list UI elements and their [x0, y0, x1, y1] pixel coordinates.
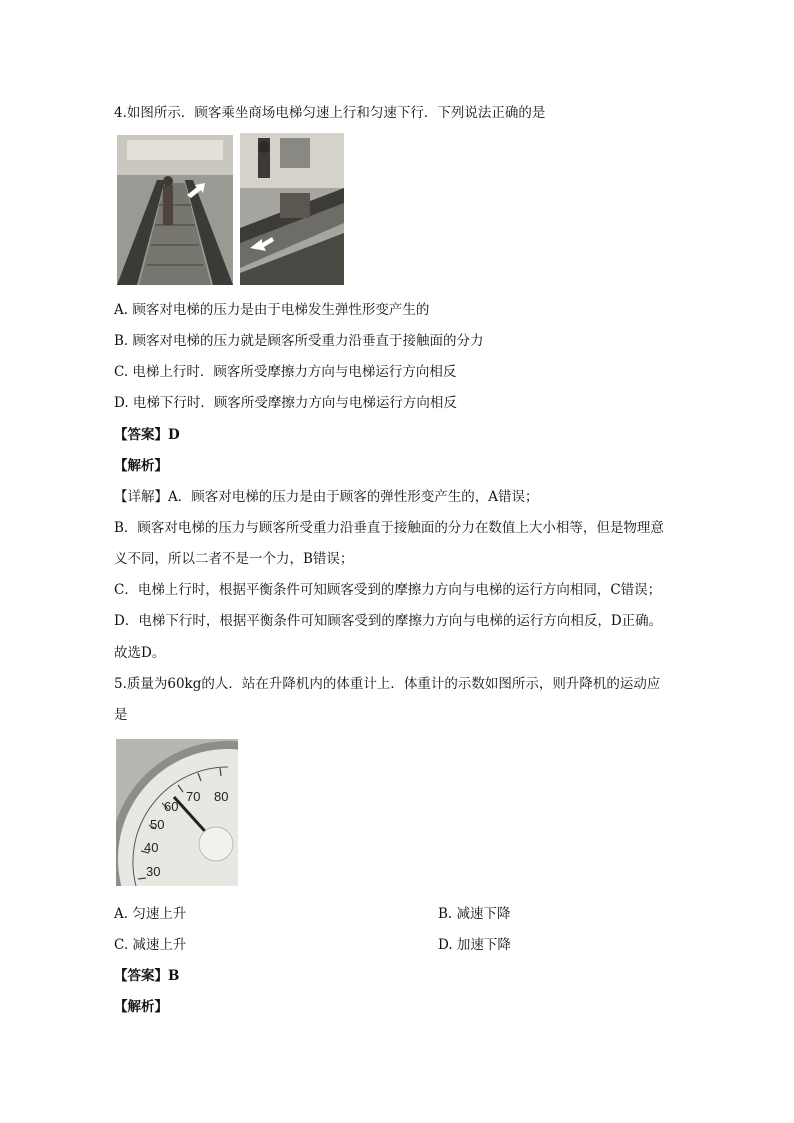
q5-option-b: B. 减速下降 — [438, 906, 511, 922]
scale-dial-photo — [116, 739, 238, 886]
q4-detail-line-6: 故选D。 — [114, 645, 166, 661]
scale-needle-hub — [199, 827, 233, 861]
scale-tick-40: 40 — [144, 840, 159, 855]
q5-option-a: A. 匀速上升 — [114, 906, 187, 922]
q5-stem-line-2: 是 — [114, 707, 128, 723]
q4-stem: 4.如图所示．顾客乘坐商场电梯匀速上行和匀速下行．下列说法正确的是 — [114, 105, 546, 121]
q4-analysis-label: 【解析】 — [114, 458, 168, 474]
q5-stem-line-1: 5.质量为60kg的人．站在升降机内的体重计上．体重计的示数如图所示，则升降机的运动应 — [114, 676, 661, 692]
q4-detail-line-3: 义不同，所以二者不是一个力，B错误； — [114, 551, 354, 567]
q4-detail-line-4: C．电梯上行时，根据平衡条件可知顾客受到的摩擦力方向与电梯的运行方向相同，C错误； — [114, 582, 662, 598]
escalator-up-photo — [117, 135, 233, 285]
q4-option-a: A. 顾客对电梯的压力是由于电梯发生弹性形变产生的 — [114, 302, 430, 318]
q5-analysis-label: 【解析】 — [114, 999, 168, 1015]
q4-detail-line-2: B．顾客对电梯的压力与顾客所受重力沿垂直于接触面的分力在数值上大小相等，但是物理意 — [114, 520, 664, 536]
escalator-down-photo — [240, 133, 344, 285]
scale-tick-80: 80 — [214, 789, 229, 804]
q4-option-b: B. 顾客对电梯的压力就是顾客所受重力沿垂直于接触面的分力 — [114, 333, 484, 349]
q4-option-d: D. 电梯下行时．顾客所受摩擦力方向与电梯运行方向相反 — [114, 395, 457, 411]
q5-option-c: C. 减速上升 — [114, 937, 187, 953]
q4-option-c: C. 电梯上行时．顾客所受摩擦力方向与电梯运行方向相反 — [114, 364, 457, 380]
q5-answer: 【答案】B — [114, 968, 180, 984]
scale-tick-70: 70 — [186, 789, 201, 804]
scale-tick-50: 50 — [150, 817, 165, 832]
scale-tick-30: 30 — [146, 864, 161, 879]
q4-detail-line-5: D．电梯下行时，根据平衡条件可知顾客受到的摩擦力方向与电梯的运行方向相反，D正确。 — [114, 613, 663, 629]
q4-detail-line-1: 【详解】A．顾客对电梯的压力是由于顾客的弹性形变产生的，A错误； — [114, 489, 539, 505]
q5-option-d: D. 加速下降 — [438, 937, 511, 953]
q4-answer: 【答案】D — [114, 427, 180, 443]
scale-tick-60: 60 — [164, 799, 179, 814]
